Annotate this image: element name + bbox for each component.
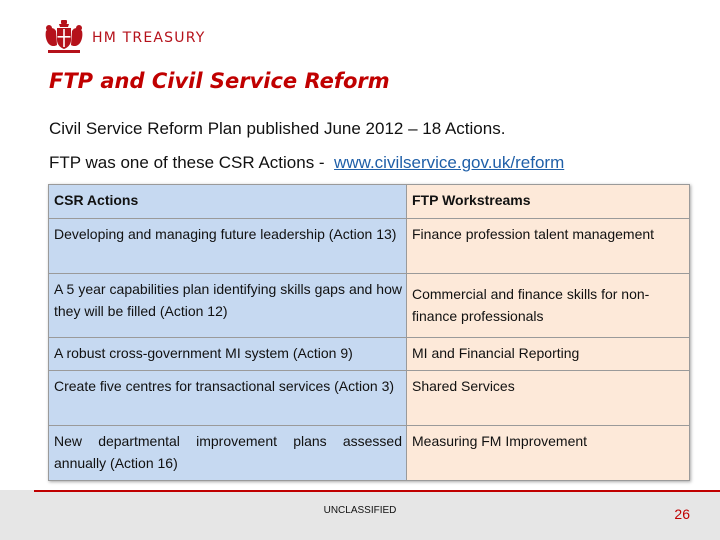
logo-text: HM TREASURY	[92, 30, 206, 46]
header-ftp-workstreams: FTP Workstreams	[407, 185, 690, 219]
hm-treasury-logo	[42, 18, 205, 58]
header-csr-actions: CSR Actions	[49, 185, 407, 219]
footer-divider	[34, 490, 720, 492]
ftp-workstream-cell: Measuring FM Improvement	[407, 426, 690, 481]
page-number: 26	[674, 506, 690, 522]
ftp-workstream-cell: Shared Services	[407, 371, 690, 426]
table-header-row	[49, 185, 690, 219]
table-row	[49, 274, 690, 338]
royal-coat-of-arms-icon	[42, 19, 86, 57]
csr-action-cell: Developing and managing future leadership (Action 13)	[49, 219, 407, 274]
plan-summary: Civil Service Reform Plan published June 2012 – 18 Actions.	[49, 119, 506, 138]
table-row	[49, 371, 690, 426]
csr-action-cell: A robust cross-government MI system (Action 9)	[49, 338, 407, 371]
ftp-workstream-cell: Commercial and finance skills for non-finance professionals	[407, 274, 690, 338]
csr-action-cell: A 5 year capabilities plan identifying skills gaps and how they will be filled (Action 12)	[49, 274, 407, 338]
ftp-workstream-cell: MI and Financial Reporting	[407, 338, 690, 371]
csr-action-cell: Create five centres for transactional services (Action 3)	[49, 371, 407, 426]
ftp-actions-text: FTP was one of these CSR Actions -	[49, 153, 335, 172]
csr-action-cell: New departmental improvement plans assessed annually (Action 16)	[49, 426, 407, 481]
civil-service-reform-link[interactable]: www.civilservice.gov.uk/reform	[334, 153, 565, 172]
classification-label: UNCLASSIFIED	[323, 505, 397, 516]
table-row	[49, 338, 690, 371]
table-row	[49, 219, 690, 274]
ftp-workstream-cell: Finance profession talent management	[407, 219, 690, 274]
ftp-actions-line	[49, 153, 564, 173]
slide-title: FTP and Civil Service Reform	[49, 69, 390, 93]
table-row	[49, 426, 690, 481]
csr-actions-table	[48, 184, 690, 481]
